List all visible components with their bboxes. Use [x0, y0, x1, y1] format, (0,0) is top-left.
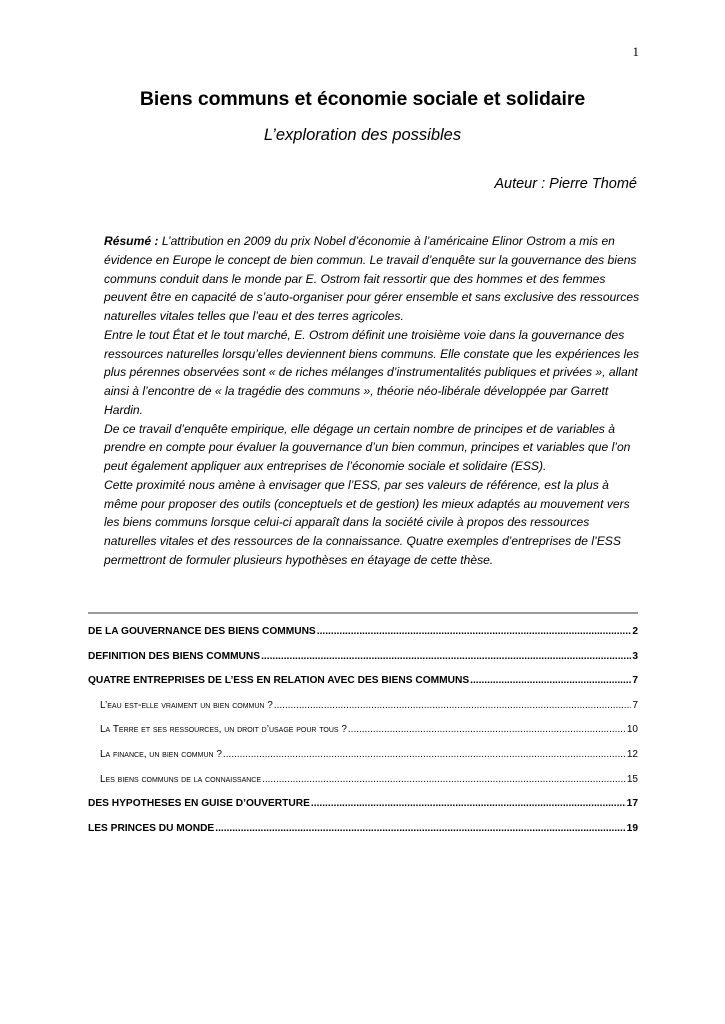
toc-leader [470, 675, 631, 686]
toc-entry-title: QUATRE ENTREPRISES DE L’ESS EN RELATION AVEC DES BIENS COMMUNS [88, 675, 470, 687]
toc-entry-title: LES PRINCES DU MONDE [88, 822, 215, 834]
toc-entry-title: Les biens communs de la connaissance [100, 773, 262, 785]
table-of-contents [88, 626, 638, 847]
toc-subentry[interactable] [88, 700, 638, 725]
abstract-paragraph: Cette proximité nous amène à envisager que l’ESS, par ses valeurs de référence, est la plus à même pour proposer des outils (conceptuels et de gestion) les mieux adaptés au mouvement vers les biens communs lorsque celui-ci apparaît dans la société civile à propos des ressources naturelles vitales et des ressources de la connaissance. Quatre exemples d’entreprises de l’ESS permettront de formuler plusieurs hypothèses en étayage de cette thèse. [104, 477, 630, 567]
toc-entry[interactable] [88, 798, 638, 823]
toc-leader [311, 798, 626, 809]
toc-entry[interactable] [88, 823, 638, 848]
toc-entry-title: L’eau est-elle vraiment un bien commun ? [100, 699, 273, 711]
toc-entry-title: DES HYPOTHESES EN GUISE D’OUVERTURE [88, 798, 310, 810]
toc-entry-page: 12 [626, 748, 638, 760]
toc-entry[interactable] [88, 626, 638, 651]
toc-entry-page: 2 [632, 626, 638, 637]
toc-entry-page: 15 [626, 773, 638, 785]
author-line: Auteur : Pierre Thomé [494, 176, 637, 192]
toc-entry[interactable] [88, 651, 638, 676]
toc-entry-title: DE LA GOUVERNANCE DES BIENS COMMUNS [88, 626, 316, 637]
toc-entry-page: 7 [632, 699, 638, 711]
document-title: Biens communs et économie sociale et solidaire [139, 88, 586, 110]
toc-entry-page: 19 [626, 822, 638, 834]
toc-entry[interactable] [88, 675, 638, 700]
document-subtitle: L’exploration des possibles [263, 126, 462, 144]
abstract-paragraph: Entre le tout État et le tout marché, E. Ostrom définit une troisième voie dans la gouvernance des ressources naturelles lorsqu’elles deviennent biens communs. Elle constate que les expériences les plus pérennes observées sont « de riches mélanges d’instrumentalités publiques et privées », allant ainsi à l’encontre de « la tragédie des communs », théorie néo-libérale développée par Garrett Hardin. [104, 327, 640, 417]
toc-entry-title: La Terre et ses ressources, un droit d’usage pour tous ? [100, 724, 347, 736]
abstract-paragraph-text: L’attribution en 2009 du prix Nobel d’économie à l’américaine Elinor Ostrom a mis en évidence en Europe le concept de bien commun. Le travail d’enquête sur la gouvernance des biens communs conduit dans le monde par E. Ostrom fait ressortir que des hommes et des femmes peuvent être en capacité de s’auto-organiser pour gérer ensemble et sans exclusive des ressources naturelles vitales telles que l’eau et des terres agricoles. [104, 234, 640, 323]
toc-entry-page: 7 [632, 675, 638, 687]
toc-subentry[interactable] [88, 774, 638, 799]
toc-leader [348, 724, 626, 735]
page-number: 1 [632, 44, 639, 59]
toc-entry-title: La finance, un bien commun ? [100, 748, 222, 760]
toc-leader [262, 774, 626, 785]
toc-leader [223, 749, 626, 760]
toc-leader [274, 700, 632, 711]
abstract [104, 232, 644, 570]
abstract-paragraph: De ce travail d’enquête empirique, elle dégage un certain nombre de principes et de variables à prendre en compte pour évaluer la gouvernance d’un bien commun, principes et variables que l’on peut également appliquer aux entreprises de l’économie sociale et solidaire (ESS). [104, 421, 631, 473]
abstract-paragraph [104, 232, 644, 326]
toc-entry-page: 10 [626, 724, 638, 736]
toc-leader [261, 651, 631, 662]
toc-subentry[interactable] [88, 749, 638, 774]
toc-entry-page: 3 [632, 650, 638, 662]
toc-entry-page: 17 [626, 798, 638, 810]
toc-leader [215, 823, 625, 834]
toc-entry-title: DEFINITION DES BIENS COMMUNS [88, 650, 261, 662]
toc-leader [317, 626, 632, 637]
abstract-label: Résumé : [104, 234, 159, 248]
separator-rule [88, 612, 638, 614]
toc-subentry[interactable] [88, 724, 638, 749]
